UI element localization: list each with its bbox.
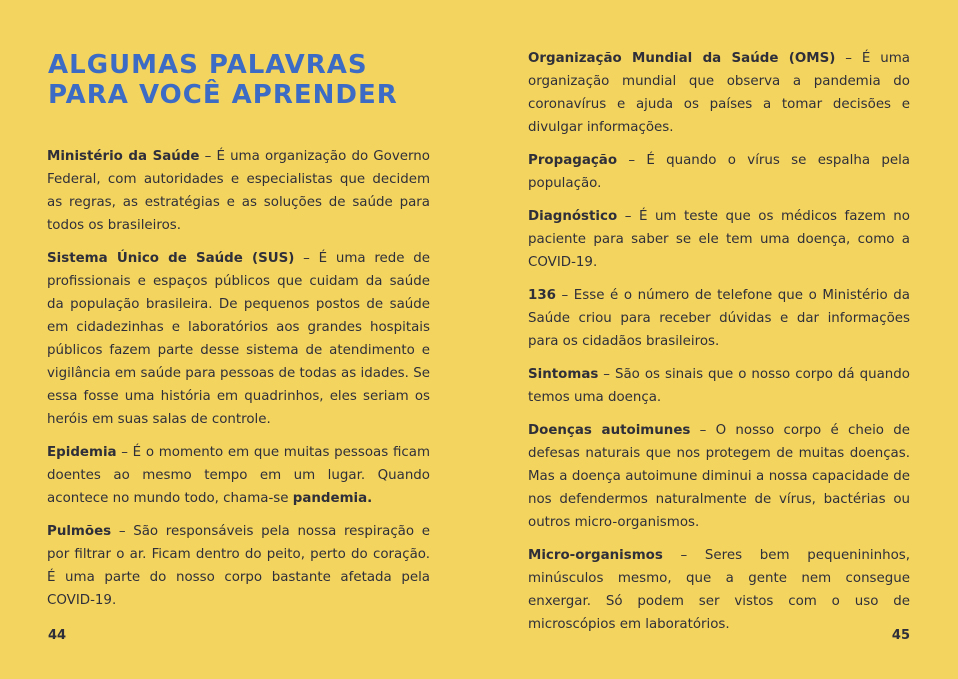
glossary-entry	[47, 441, 430, 510]
glossary-definition: – Esse é o número de telefone que o Ministério da Saúde criou para receber dúvidas e dar informações para os cidadãos brasileiros.	[528, 288, 910, 349]
glossary-entry	[47, 247, 430, 431]
glossary-entry	[47, 520, 430, 612]
page-number: 45	[891, 628, 910, 643]
glossary-term: 136	[528, 288, 556, 303]
glossary-entry	[528, 363, 910, 409]
glossary-term: Organização Mundial da Saúde (OMS)	[528, 51, 836, 66]
right-page	[479, 0, 958, 679]
page-number: 44	[48, 628, 67, 643]
glossary-term: Ministério da Saúde	[47, 149, 200, 164]
glossary-term: Sistema Único de Saúde (SUS)	[47, 251, 295, 266]
glossary-entry	[47, 145, 430, 237]
glossary-term: Micro-organismos	[528, 548, 663, 563]
glossary-term: Epidemia	[47, 445, 117, 460]
glossary-definition: – Seres bem pequenininhos, minúsculos mesmo, que a gente nem consegue enxergar. Só podem ser vistos com o uso de microscópios em laboratórios.	[528, 548, 910, 632]
glossary-definition: – É uma organização mundial que observa a pandemia do coronavírus e ajuda os países a tomar decisões e divulgar informações.	[528, 51, 911, 135]
glossary-definition: – É uma rede de profissionais e espaços públicos que cuidam da saúde da população brasileira. De pequenos postos de saúde em cidadezinhas e laboratórios aos grandes hospitais públicos fazem parte desse sistema de atendimento e vigilância em saúde para pessoas de todas as idades. Se essa fosse uma história em quadrinhos, eles seriam os heróis em suas salas de controle.	[47, 251, 430, 427]
glossary-definition: – É um teste que os médicos fazem no paciente para saber se ele tem uma doença, como a COVID-19.	[528, 209, 910, 270]
page-title	[48, 50, 398, 110]
glossary-entry	[528, 205, 910, 274]
glossary-term: Sintomas	[528, 367, 599, 382]
glossary-term: Propagação	[528, 153, 618, 168]
right-glossary-column	[528, 47, 910, 646]
glossary-term: Doenças autoimunes	[528, 423, 691, 438]
glossary-term: Diagnóstico	[528, 209, 618, 224]
glossary-definition: – São os sinais que o nosso corpo dá quando temos uma doença.	[528, 367, 910, 405]
title-line: PARA VOCÊ APRENDER	[48, 80, 398, 110]
title-line: ALGUMAS PALAVRAS	[48, 50, 368, 80]
glossary-definition: – O nosso corpo é cheio de defesas naturais que nos protegem de muitas doenças. Mas a doença autoimune diminui a nossa capacidade de nos defendermos naturalmente de vírus, bactérias ou outros micro-organismos.	[528, 423, 910, 530]
glossary-entry	[528, 47, 910, 139]
glossary-definition: – É uma organização do Governo Federal, com autoridades e especialistas que decidem as regras, as estratégias e as soluções de saúde para todos os brasileiros.	[47, 149, 430, 233]
left-glossary-column	[47, 145, 430, 622]
glossary-entry	[528, 544, 910, 636]
glossary-entry	[528, 284, 910, 353]
glossary-entry	[528, 419, 910, 534]
glossary-definition: – É quando o vírus se espalha pela população.	[528, 153, 910, 191]
glossary-definition: – É o momento em que muitas pessoas ficam doentes ao mesmo tempo em um lugar. Quando acontece no mundo todo, chama-se	[47, 445, 430, 506]
glossary-definition: – São responsáveis pela nossa respiração e por filtrar o ar. Ficam dentro do peito, perto do coração. É uma parte do nosso corpo bastante afetada pela COVID-19.	[47, 524, 430, 608]
glossary-emphasis: pandemia.	[292, 491, 373, 506]
glossary-term: Pulmões	[47, 524, 112, 539]
glossary-entry	[528, 149, 910, 195]
